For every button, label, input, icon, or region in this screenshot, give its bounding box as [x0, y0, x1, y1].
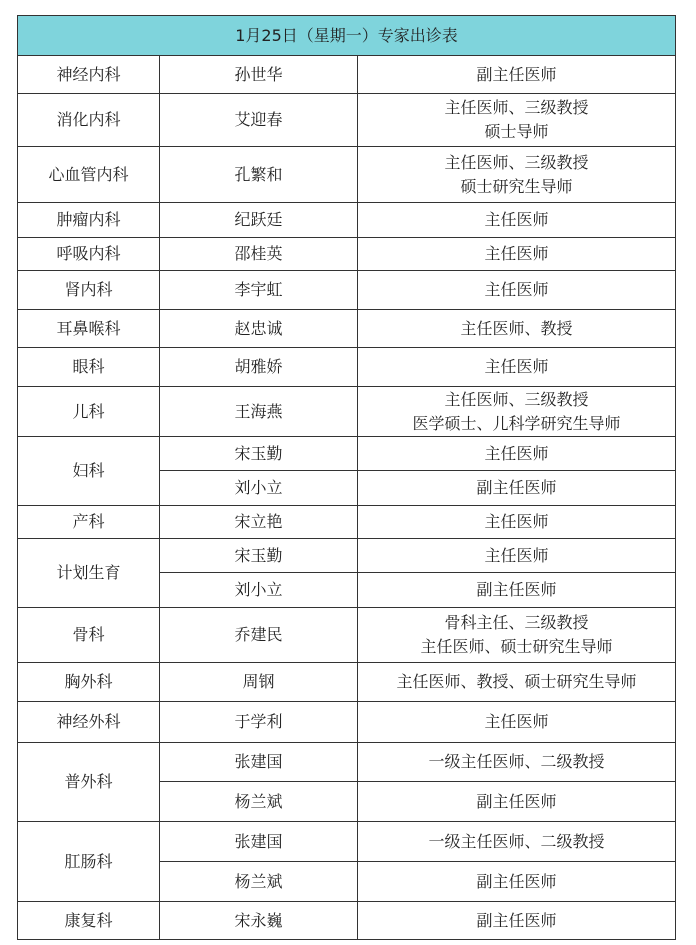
- title-line: 主任医师、三级教授: [444, 389, 589, 409]
- doctor-name-cell: 张建国: [160, 822, 358, 862]
- title-line: 主任医师、教授: [460, 318, 573, 338]
- department-cell: 消化内科: [18, 94, 160, 147]
- title-line: 主任医师、三级教授: [444, 98, 589, 117]
- table-row: [18, 387, 676, 437]
- table-row: [18, 271, 676, 310]
- schedule-container: [17, 15, 675, 940]
- doctor-name-cell: 邵桂英: [160, 238, 358, 271]
- table-title: 1月25日（星期一）专家出诊表: [18, 16, 676, 56]
- department-cell: 肾内科: [18, 271, 160, 310]
- department-cell: 肿瘤内科: [18, 203, 160, 238]
- table-row: [18, 203, 676, 238]
- table-row: [18, 663, 676, 702]
- title-line: 主任医师: [484, 210, 549, 229]
- department-cell: 骨科: [18, 608, 160, 663]
- department-cell: 胸外科: [18, 663, 160, 702]
- doctor-name-cell: 纪跃廷: [160, 203, 358, 238]
- title-line: 一级主任医师、二级教授: [428, 752, 605, 771]
- doctor-title-cell: [358, 782, 676, 822]
- doctor-name-cell: 杨兰斌: [160, 782, 358, 822]
- doctor-title-cell: [358, 663, 676, 702]
- doctor-title-cell: [358, 147, 676, 203]
- doctor-name-cell: 孙世华: [160, 56, 358, 94]
- doctor-name-cell: 刘小立: [160, 573, 358, 608]
- title-line: 主任医师: [484, 545, 549, 565]
- table-row: [18, 822, 676, 862]
- doctor-title-cell: [358, 271, 676, 310]
- doctor-name-cell: 李宇虹: [160, 271, 358, 310]
- title-line: 主任医师、三级教授: [444, 152, 589, 172]
- doctor-title-cell: [358, 506, 676, 539]
- table-row: [18, 539, 676, 573]
- title-line: 副主任医师: [476, 871, 557, 891]
- title-line: 副主任医师: [476, 791, 557, 811]
- department-cell: 眼科: [18, 348, 160, 387]
- doctor-title-cell: [358, 902, 676, 940]
- table-row: [18, 437, 676, 471]
- doctor-name-cell: 王海燕: [160, 387, 358, 437]
- doctor-name-cell: 乔建民: [160, 608, 358, 663]
- department-cell: 神经外科: [18, 702, 160, 743]
- expert-schedule-table: [17, 15, 676, 940]
- department-cell: 心血管内科: [18, 147, 160, 203]
- doctor-title-cell: [358, 862, 676, 902]
- doctor-title-cell: [358, 822, 676, 862]
- table-row: [18, 608, 676, 663]
- title-line: 副主任医师: [476, 64, 557, 84]
- table-row: [18, 147, 676, 203]
- doctor-title-cell: [358, 387, 676, 437]
- doctor-title-cell: [358, 539, 676, 573]
- doctor-title-cell: [358, 608, 676, 663]
- department-cell: 计划生育: [18, 539, 160, 608]
- title-line: 主任医师: [484, 512, 549, 531]
- title-line: 主任医师: [484, 280, 549, 299]
- table-row: [18, 902, 676, 940]
- doctor-title-cell: [358, 56, 676, 94]
- title-line: 主任医师、教授、硕士研究生导师: [396, 672, 637, 691]
- doctor-title-cell: [358, 94, 676, 147]
- doctor-title-cell: [358, 702, 676, 743]
- doctor-name-cell: 赵忠诚: [160, 310, 358, 348]
- doctor-name-cell: 杨兰斌: [160, 862, 358, 902]
- doctor-name-cell: 孔繁和: [160, 147, 358, 203]
- doctor-title-cell: [358, 238, 676, 271]
- doctor-name-cell: 周钢: [160, 663, 358, 702]
- doctor-name-cell: 宋玉勤: [160, 437, 358, 471]
- table-row: [18, 56, 676, 94]
- department-cell: 肛肠科: [18, 822, 160, 902]
- title-line: 副主任医师: [476, 478, 557, 497]
- doctor-title-cell: [358, 348, 676, 387]
- doctor-name-cell: 宋玉勤: [160, 539, 358, 573]
- title-line: 主任医师: [484, 443, 549, 463]
- table-row: [18, 94, 676, 147]
- table-row: [18, 310, 676, 348]
- title-line: 主任医师: [484, 712, 549, 731]
- doctor-name-cell: 艾迎春: [160, 94, 358, 147]
- table-row: [18, 238, 676, 271]
- department-cell: 产科: [18, 506, 160, 539]
- schedule-body: [18, 16, 676, 940]
- table-row: [18, 506, 676, 539]
- title-line: 副主任医师: [476, 580, 557, 599]
- doctor-title-cell: [358, 573, 676, 608]
- title-line: 主任医师、硕士研究生导师: [420, 637, 613, 656]
- department-cell: 耳鼻喉科: [18, 310, 160, 348]
- title-row: [18, 16, 676, 56]
- doctor-title-cell: [358, 310, 676, 348]
- department-cell: 康复科: [18, 902, 160, 940]
- doctor-title-cell: [358, 743, 676, 782]
- title-line: 硕士导师: [484, 122, 549, 141]
- title-line: 骨科主任、三级教授: [444, 613, 589, 632]
- doctor-name-cell: 于学利: [160, 702, 358, 743]
- doctor-name-cell: 宋永巍: [160, 902, 358, 940]
- title-line: 医学硕士、儿科学研究生导师: [412, 413, 621, 433]
- title-line: 主任医师: [484, 357, 549, 376]
- doctor-name-cell: 胡雅娇: [160, 348, 358, 387]
- title-line: 副主任医师: [476, 910, 557, 930]
- doctor-title-cell: [358, 203, 676, 238]
- department-cell: 妇科: [18, 437, 160, 506]
- department-cell: 普外科: [18, 743, 160, 822]
- table-row: [18, 348, 676, 387]
- title-line: 一级主任医师、二级教授: [428, 831, 605, 851]
- doctor-title-cell: [358, 471, 676, 506]
- doctor-name-cell: 刘小立: [160, 471, 358, 506]
- doctor-title-cell: [358, 437, 676, 471]
- doctor-name-cell: 宋立艳: [160, 506, 358, 539]
- title-line: 主任医师: [484, 244, 549, 263]
- table-row: [18, 743, 676, 782]
- table-row: [18, 702, 676, 743]
- title-line: 硕士研究生导师: [460, 176, 573, 196]
- department-cell: 呼吸内科: [18, 238, 160, 271]
- department-cell: 儿科: [18, 387, 160, 437]
- department-cell: 神经内科: [18, 56, 160, 94]
- doctor-name-cell: 张建国: [160, 743, 358, 782]
